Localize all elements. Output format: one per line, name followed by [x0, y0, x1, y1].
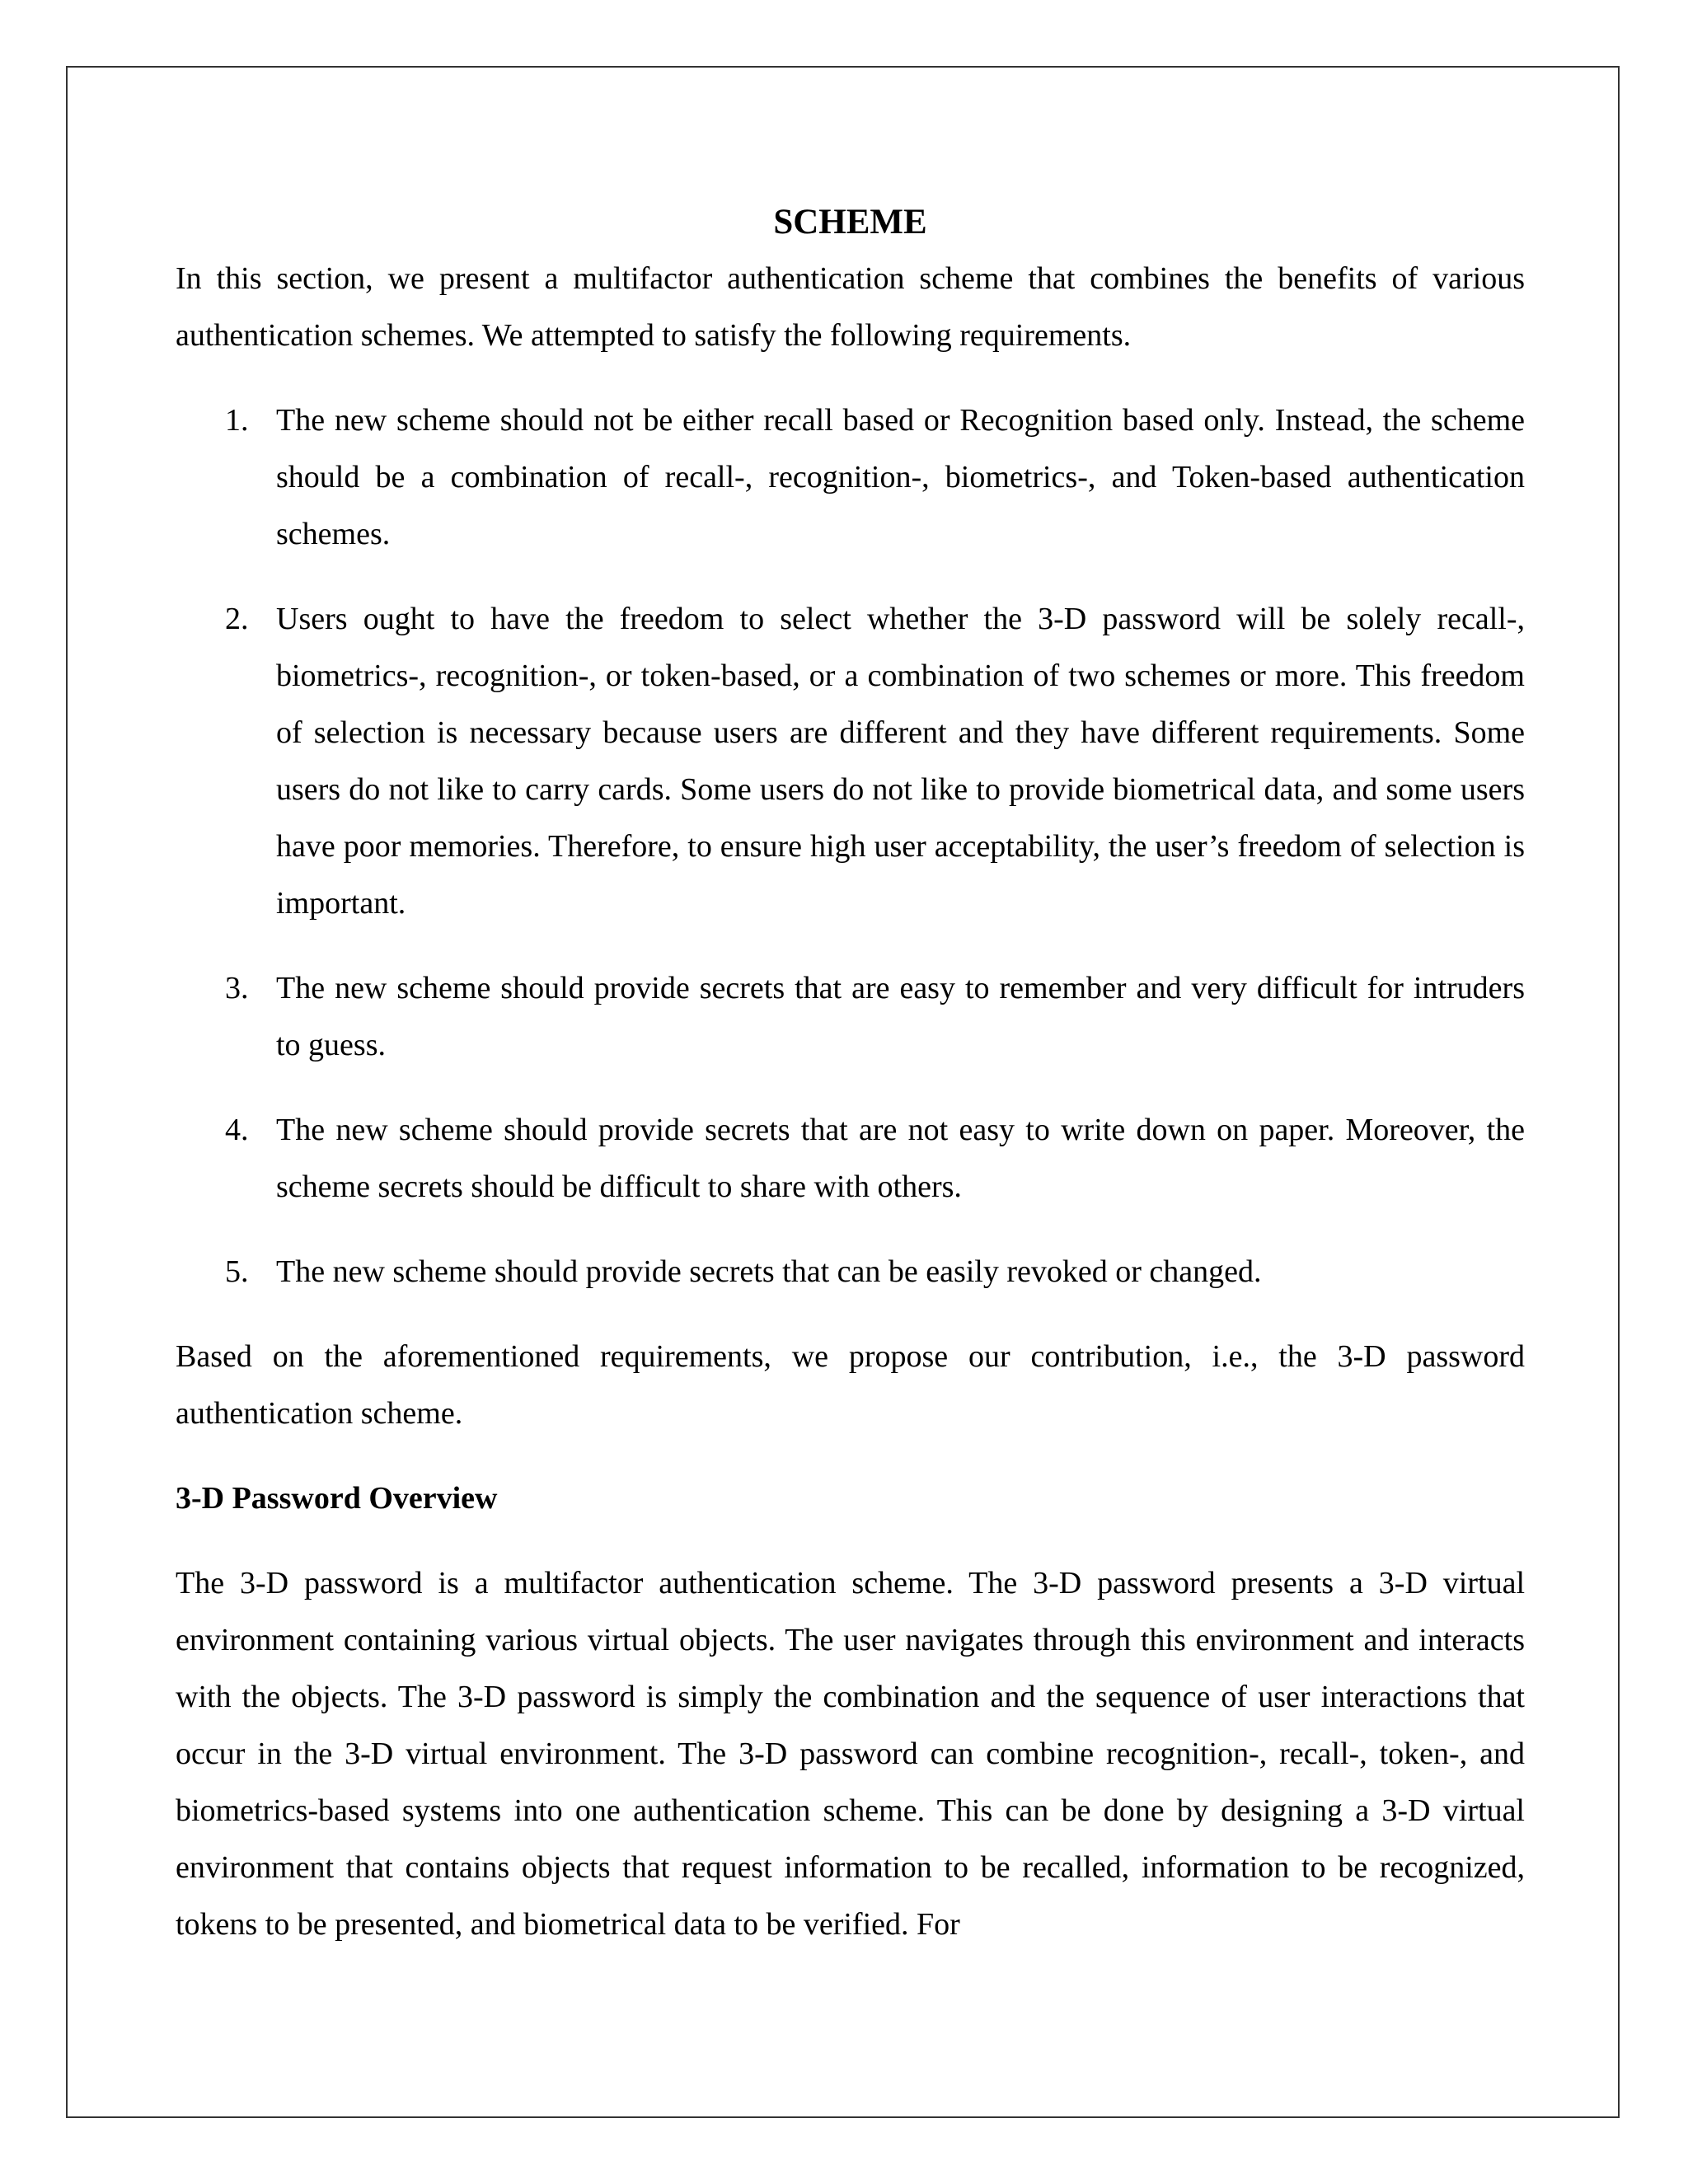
conclusion-paragraph: Based on the aforementioned requirements, we propose our contribution, i.e., the 3-D password authentication scheme. — [176, 1339, 1525, 1431]
list-item-number: 4. — [225, 1113, 249, 1147]
list-item-text: The new scheme should provide secrets that can be easily revoked or changed. — [276, 1254, 1262, 1289]
list-item-text: The new scheme should provide secrets that are easy to remember and very difficult for intruders to guess. — [276, 971, 1525, 1062]
list-item-number: 2. — [225, 602, 249, 636]
list-item — [176, 591, 1525, 932]
intro-paragraph: In this section, we present a multifactor authentication scheme that combines the benefits of various authentication schemes. We attempted to satisfy the following requirements. — [176, 261, 1525, 353]
requirements-list — [176, 392, 1525, 1301]
list-item-number: 5. — [225, 1254, 249, 1289]
list-item — [176, 392, 1525, 563]
list-item-text: The new scheme should provide secrets that are not easy to write down on paper. Moreover, the scheme secrets should be difficult to share with others. — [276, 1113, 1525, 1204]
list-item — [176, 960, 1525, 1074]
overview-paragraph: The 3-D password is a multifactor authentication scheme. The 3-D password presents a 3-D virtual environment containing various virtual objects. The user navigates through this environment and interacts with the objects. The 3-D password is simply the combination and the sequence of user interactions that occur in the 3-D virtual environment. The 3-D password can combine recognition-, recall-, token-, and biometrics-based systems into one authentication scheme. This can be done by designing a 3-D virtual environment that contains objects that request information to be recalled, information to be recognized, tokens to be presented, and biometrical data to be verified. For — [176, 1566, 1525, 1942]
list-item-text: The new scheme should not be either recall based or Recognition based only. Instead, the scheme should be a combination of recall-, recognition-, biometrics-, and Token-based authentication schemes. — [276, 403, 1525, 551]
list-item — [176, 1244, 1525, 1301]
list-item-text: Users ought to have the freedom to select whether the 3-D password will be solely recall-, biometrics-, recognition-, or token-based, or a combination of two schemes or more. This freedom of selection is necessary because users are different and they have different requirements. Some users do not like to carry cards. Some users do not like to provide biometrical data, and some users have poor memories. Therefore, to ensure high user acceptability, the user’s freedom of selection is important. — [276, 602, 1525, 921]
list-item-number: 3. — [225, 971, 249, 1005]
list-item-number: 1. — [225, 403, 249, 438]
section-heading: 3-D Password Overview — [176, 1481, 498, 1516]
document-body — [176, 194, 1525, 1981]
page-title: SCHEME — [773, 203, 927, 241]
list-item — [176, 1102, 1525, 1216]
